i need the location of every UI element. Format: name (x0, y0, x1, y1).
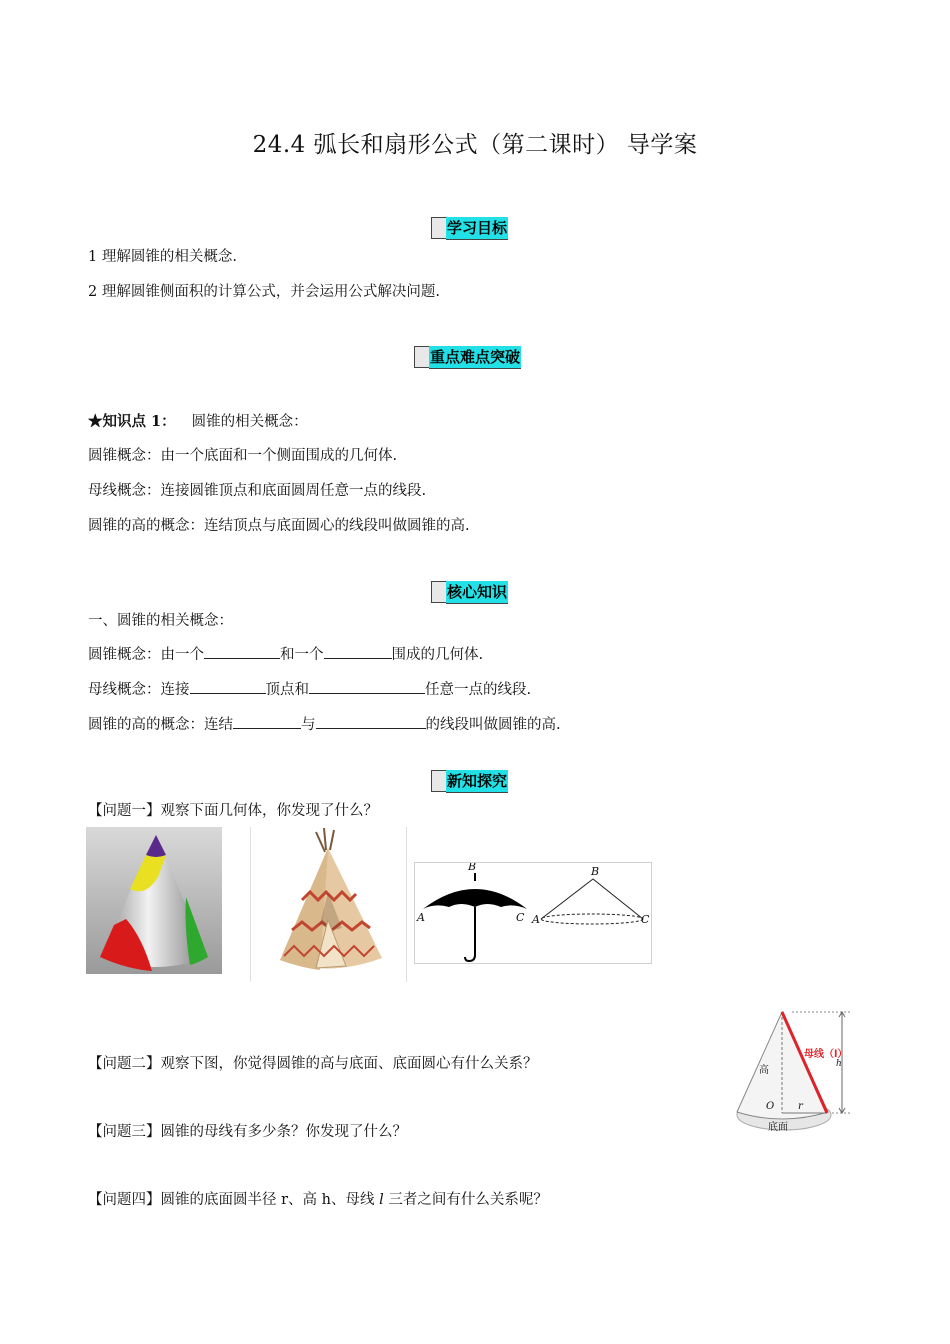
section-header-label: 重点难点突破 (429, 346, 521, 369)
section-header-label: 学习目标 (446, 217, 508, 240)
answer-blank[interactable] (204, 643, 280, 659)
section-header-goals (431, 217, 508, 239)
page-title: 24.4 弧长和扇形公式（第二课时） 导学案 (252, 132, 698, 158)
answer-blank[interactable] (316, 713, 426, 729)
text: 顶点和 (265, 682, 309, 698)
knowledge-point-heading (88, 410, 308, 431)
text: 三者之间有什么关系呢？ (383, 1192, 548, 1208)
point-label-A: A (532, 913, 540, 926)
umbrella-cone-diagram (414, 862, 652, 964)
knowledge-point-title: 圆锥的相关概念： (191, 414, 308, 430)
h-label: h (836, 1059, 842, 1069)
point-label-B: B (591, 865, 600, 878)
section-header-label: 核心知识 (446, 581, 508, 604)
fill-blank-line (88, 713, 561, 734)
header-marker (431, 581, 446, 603)
radius-r-label: r (798, 1101, 803, 1112)
knowledge-line: 圆锥的高的概念：连结顶点与底面圆心的线段叫做圆锥的高. (88, 518, 470, 534)
answer-blank[interactable] (309, 678, 425, 694)
text: 【问题四】圆锥的底面圆半径 r、高 h、母线 (88, 1192, 380, 1208)
question-1: 【问题一】观察下面几何体，你发现了什么？ (88, 803, 378, 819)
text: 任意一点的线段. (425, 682, 532, 698)
goal-item: 1 理解圆锥的相关概念. (88, 249, 237, 265)
center-O-label: O (766, 1101, 775, 1112)
base-label: 底面 (768, 1122, 788, 1133)
fill-blank-line (88, 678, 531, 699)
header-marker (414, 346, 429, 368)
divider (406, 827, 407, 982)
knowledge-point-star: ★知识点 1： (88, 413, 176, 430)
header-marker (431, 770, 446, 792)
height-label: 高 (759, 1065, 769, 1076)
answer-blank[interactable] (324, 643, 392, 659)
point-label-A: A (417, 911, 425, 924)
text: 围成的几何体. (391, 647, 484, 663)
point-label-C: C (516, 911, 525, 924)
text: 母线概念：连接 (88, 682, 190, 698)
answer-blank[interactable] (233, 713, 301, 729)
knowledge-line: 母线概念：连接圆锥顶点和底面圆周任意一点的线段. (88, 483, 427, 499)
divider (250, 827, 251, 982)
knowledge-line: 圆锥概念：由一个底面和一个侧面围成的几何体. (88, 448, 398, 464)
header-marker (431, 217, 446, 239)
question-2: 【问题二】观察下图，你觉得圆锥的高与底面、底面圆心有什么关系？ (88, 1056, 538, 1072)
answer-blank[interactable] (190, 678, 266, 694)
text: 与 (301, 717, 316, 733)
point-label-C: C (641, 913, 650, 926)
text: 和一个 (280, 647, 324, 663)
core-heading: 一、圆锥的相关概念： (88, 613, 233, 629)
question-4 (88, 1188, 548, 1209)
text: 圆锥的高的概念：连结 (88, 717, 233, 733)
text: 的线段叫做圆锥的高. (425, 717, 561, 733)
goal-item: 2 理解圆锥侧面积的计算公式，并会运用公式解决问题. (88, 284, 440, 300)
text: 圆锥概念：由一个 (88, 647, 204, 663)
section-header-explore (431, 770, 508, 792)
section-header-label: 新知探究 (446, 770, 508, 793)
colored-cone-image (86, 827, 222, 974)
cone-height-generatrix-diagram (732, 1008, 860, 1136)
question-3: 【问题三】圆锥的母线有多少条？你发现了什么？ (88, 1124, 407, 1140)
point-label-B: B (468, 862, 477, 873)
fill-blank-line (88, 643, 483, 664)
generatrix-label: 母线（l） (804, 1049, 848, 1060)
section-header-core (431, 581, 508, 603)
teepee-image (262, 828, 396, 978)
section-header-keypoints (414, 346, 521, 368)
generatrix-symbol: l (379, 1192, 384, 1208)
